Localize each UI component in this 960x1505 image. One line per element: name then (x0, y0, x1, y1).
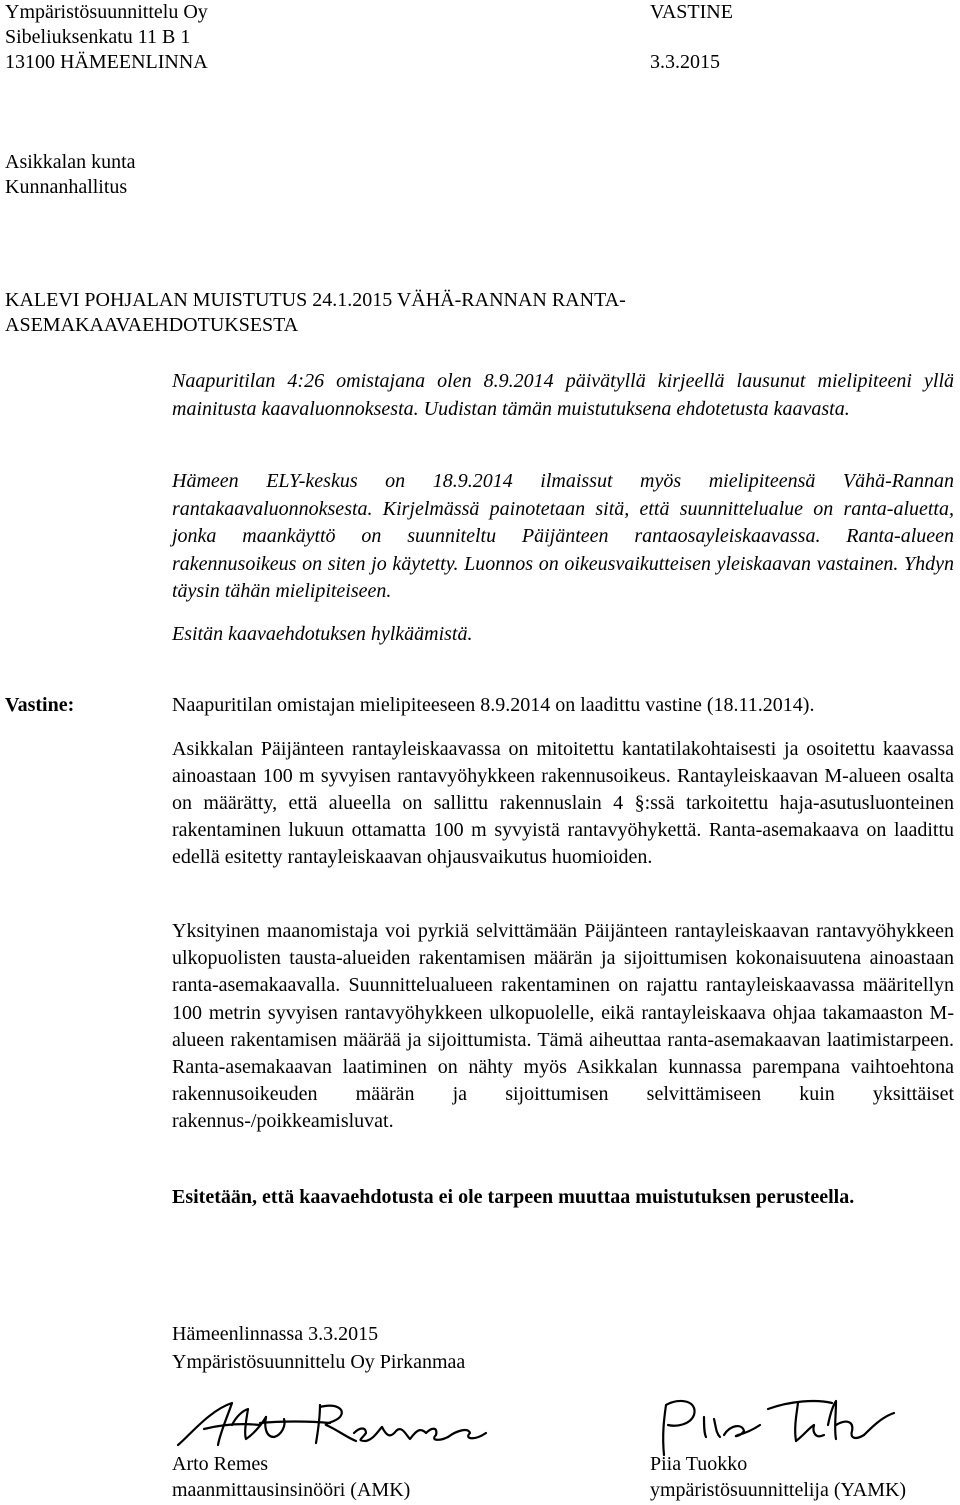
subject-line-2: ASEMAKAAVAEHDOTUKSESTA (5, 314, 299, 336)
response-paragraph-1: Asikkalan Päijänteen rantayleiskaavassa on mitoitettu kantatilakohtaisesti ja osoitettu kaavassa ainoastaan 100 m syvyisen rantavyöhykkeen rakennusoikeus. Rantayleiskaavan M-alueen osalta on määrätty, että alueella on sallittu rakennuslain 4 §:ssä tarkoitettu haja-asutusluonteinen rakentaminen lukuun ottamatta 100 m syvyistä rantavyöhykettä. Ranta-asemakaava on laadittu edellä esitetty rantayleiskaavan ohjausvaikutus huomioiden. (172, 738, 954, 868)
sender-company: Ympäristösuunnittelu Oy (5, 1, 208, 23)
subject-line-1: KALEVI POHJALAN MUISTUTUS 24.1.2015 VÄHÄ-RANNAN RANTA- (5, 289, 626, 311)
sender-address (5, 0, 425, 75)
signer-2-name: Piia Tuokko (650, 1453, 748, 1475)
sender-street: Sibeliuksenkatu 11 B 1 (5, 26, 191, 48)
statement-paragraph-1: Naapuritilan 4:26 omistajana olen 8.9.2014 päivätyllä kirjeellä lausunut mielipiteeni yllä mainitusta kaavaluonnoksesta. Uudistan tämän muistutuksena ehdotetusta kaavasta. (172, 370, 954, 420)
signer-1-name: Arto Remes (172, 1453, 269, 1475)
document-type: VASTINE (650, 1, 733, 23)
signature-arto-remes (170, 1395, 490, 1455)
signer-2-title: ympäristösuunnittelija (YAMK) (650, 1479, 907, 1501)
signoff-company: Ympäristösuunnittelu Oy Pirkanmaa (172, 1351, 466, 1373)
signature-piia-tuokko (650, 1395, 910, 1460)
statement-paragraph-3: Esitän kaavaehdotuksen hylkäämistä. (172, 623, 473, 645)
document-date: 3.3.2015 (650, 51, 720, 73)
signoff-place-date: Hämeenlinnassa 3.3.2015 (172, 1323, 379, 1345)
response-paragraph-2: Yksityinen maanomistaja voi pyrkiä selvittämään Päijänteen rantayleiskaavan rantavyöhykkeen ulkopuolisten tausta-alueiden rakentamisen määrän ja sijoittumisen kokonaisuutena ainoastaan ranta-asemakaavalla. Suunnittelualueen rakentaminen on rajattu rantayleiskaavassa määritellyn 100 metrin syvyisen rantavyöhykkeen ulkopuolelle, eikä rantayleiskaava ohjaa takamaaston M-alueen rakentamisen määrää ja sijoittumista. Tämä aiheuttaa ranta-asemakaavan laatimistarpeen. Ranta-asemakaavan laatiminen on nähty myös Asikkalan kunnassa parempana vaihtoehtona rakennusoikeuden määrän ja sijoittumisen selvittämiseen kuin yksittäiset rakennus-/poikkeamisluvat. (172, 920, 954, 1133)
response-intro: Naapuritilan omistajan mielipiteeseen 8.9.2014 on laadittu vastine (18.11.2014). (172, 694, 815, 716)
response-conclusion: Esitetään, että kaavaehdotusta ei ole tarpeen muuttaa muistutuksen perusteella. (172, 1186, 855, 1208)
recipient (5, 150, 425, 200)
recipient-board: Kunnanhallitus (5, 176, 128, 198)
sender-city: 13100 HÄMEENLINNA (5, 51, 208, 73)
response-label: Vastine: (5, 694, 75, 716)
signer-1-title: maanmittausinsinööri (AMK) (172, 1479, 411, 1501)
recipient-municipality: Asikkalan kunta (5, 151, 136, 173)
subject-heading (5, 288, 905, 338)
statement-paragraph-2: Hämeen ELY-keskus on 18.9.2014 ilmaissut myös mielipiteensä Vähä-Rannan rantakaavaluonnoksesta. Kirjelmässä painotetaan sitä, että suunnittelualue on ranta-aluetta, jonka maankäyttö on suunniteltu Päijänteen rantaosayleiskaavassa. Ranta-alueen rakennusoikeus on siten jo käytetty. Luonnos on oikeusvaikutteisen yleiskaavan vastainen. Yhdyn täysin tähän mielipiteiseen. (172, 470, 954, 602)
